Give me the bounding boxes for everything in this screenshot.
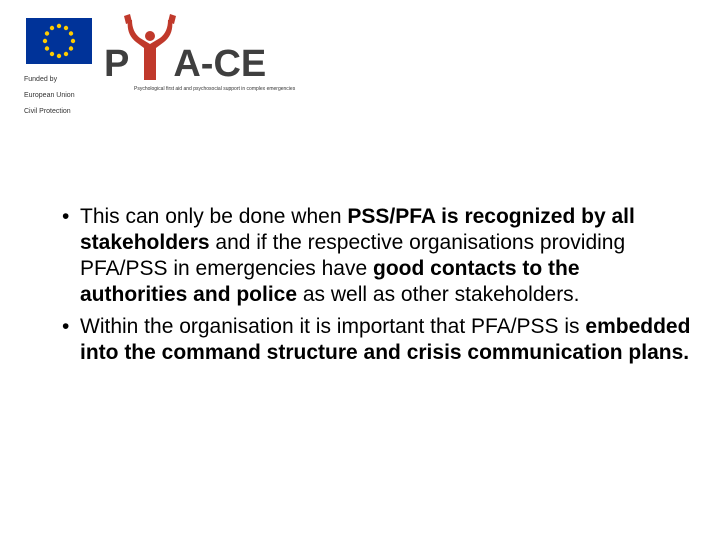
bullet-text-segment: and if the respective organisations providing PFA/PSS in emergencies have [80, 231, 626, 280]
bullet-text-segment: This can only be done when [80, 205, 348, 228]
bullet-marker: • [62, 205, 70, 228]
pyrace-tagline: Psychological first aid and psychosocial support in complex emergencies [134, 86, 296, 92]
eu-caption-line: Civil Protection [24, 108, 71, 115]
wordmark-part: P [104, 43, 130, 85]
pyrace-logo [104, 14, 296, 94]
eu-caption [24, 68, 114, 124]
bullet-item [62, 314, 692, 366]
bullet-text-segment: as well as other stakeholders. [297, 283, 580, 306]
eu-caption-line: Funded by [24, 76, 58, 83]
bullet-text-segment: embedded into the command structure and crisis communication plans. [80, 315, 691, 364]
eu-flag-icon [26, 18, 92, 64]
eu-funding-logo [24, 16, 94, 115]
bullet-item [62, 204, 692, 308]
wordmark-part: A-CE [173, 43, 267, 85]
bullet-text-segment: good contacts to the authorities and police [80, 257, 580, 306]
bullet-text-segment: Within the organisation it is important that PFA/PSS is [80, 315, 586, 338]
slide-content [62, 204, 692, 372]
eu-caption-line: European Union [24, 92, 75, 99]
bullet-text-segment: PSS/PFA is recognized by all stakeholders [80, 205, 635, 254]
pyrace-wordmark [104, 44, 266, 84]
bullet-marker: • [62, 315, 70, 338]
